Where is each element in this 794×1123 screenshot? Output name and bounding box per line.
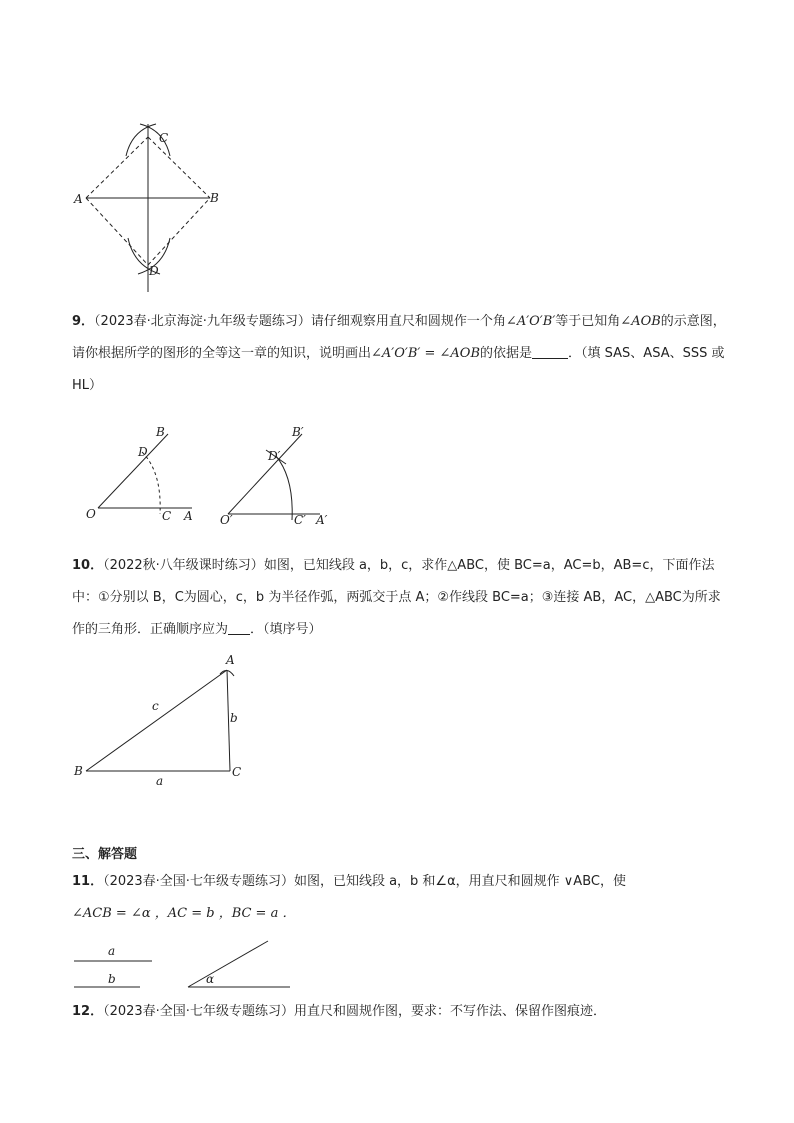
- q9-text1: 请仔细观察用直尺和圆规作一个角: [310, 314, 506, 329]
- question-9: [72, 306, 726, 402]
- q9-number: 9．: [72, 314, 95, 329]
- q9-text5: ．（填 SAS、ASA、SSS 或 HL）: [72, 346, 725, 393]
- section-3-heading: 三、解答题: [72, 847, 138, 862]
- question-10: [72, 550, 726, 646]
- q9-angle-prime: ∠A′O′B′: [505, 314, 556, 329]
- fig10-label-b: b: [230, 711, 238, 725]
- fig9-label-B: B: [156, 425, 165, 439]
- fig10-label-c: c: [152, 699, 159, 713]
- q9-answer-blank[interactable]: [532, 344, 568, 359]
- label-A: A: [74, 192, 83, 206]
- label-B: B: [210, 191, 219, 205]
- q10-tail: ．（填序号）: [250, 622, 322, 637]
- fig9-label-O-prime: O′: [220, 513, 233, 527]
- fig9-label-B-prime: B′: [292, 425, 304, 439]
- fig9-label-D: D: [138, 445, 148, 459]
- q11-text2: ∠ACB = ∠α ，AC = b ，BC = a ．: [72, 906, 296, 921]
- fig10-label-C: C: [232, 765, 242, 779]
- q10-number: 10．: [72, 558, 104, 573]
- label-D: D: [149, 264, 159, 278]
- figure-q9: [80, 420, 350, 530]
- q12-source: （2023春·全国·七年级专题练习）: [103, 1004, 294, 1019]
- q9-text3: 的示意图，请你根据所学的图形的全等这一章的知识，说明画出: [72, 314, 726, 361]
- figure-q10: [70, 650, 260, 790]
- fig11-label-b: b: [108, 972, 116, 986]
- fig10-label-a: a: [156, 774, 164, 788]
- fig9-label-C: C: [162, 509, 172, 523]
- q12-text: 用直尺和圆规作图，要求：不写作法、保留作图痕迹．: [293, 1004, 606, 1019]
- fig9-label-O: O: [86, 507, 96, 521]
- label-C: C: [159, 131, 169, 145]
- q10-text: 如图，已知线段 a，b，c，求作△ABC，使 BC=a，AC=b，AB=c，下面作法中：①分别以 B，C为圆心，c，b 为半径作弧，两弧交于点 A；②作线段 BC=a；③连接 AB，AC，△ABC为所求作的三角形．正确顺序应为: [72, 558, 721, 637]
- q9-text4: 的依据是: [480, 346, 533, 361]
- q9-equation: ∠A′O′B′ = ∠AOB: [371, 346, 481, 361]
- q10-source: （2022秋·八年级课时练习）: [103, 558, 264, 573]
- question-12: [72, 996, 726, 1028]
- fig10-label-A: A: [226, 653, 235, 667]
- fig10-label-B: B: [74, 764, 83, 778]
- q11-source: （2023春·全国·七年级专题练习）: [103, 874, 294, 889]
- fig11-label-alpha: α: [206, 972, 215, 986]
- fig9-label-C-prime: C′: [294, 513, 306, 527]
- fig9-label-A-prime: A′: [316, 513, 328, 527]
- q10-answer-blank[interactable]: [228, 620, 250, 635]
- q11-text1: 如图，已知线段 a，b 和∠α，用直尺和圆规作 ∨ABC，使: [293, 874, 626, 889]
- q9-text2: 等于已知角: [555, 314, 621, 329]
- fig11-label-a: a: [108, 944, 116, 958]
- fig9-label-A: A: [184, 509, 193, 523]
- q9-source: （2023春·北京海淀·九年级专题练习）: [94, 314, 311, 329]
- question-11: [72, 866, 726, 930]
- q12-number: 12．: [72, 1004, 104, 1019]
- figure-q11: [70, 935, 300, 995]
- q11-number: 11．: [72, 874, 104, 889]
- fig9-label-D-prime: D′: [268, 449, 281, 463]
- figure-q8: [70, 120, 230, 300]
- q9-angle: ∠AOB: [620, 314, 661, 329]
